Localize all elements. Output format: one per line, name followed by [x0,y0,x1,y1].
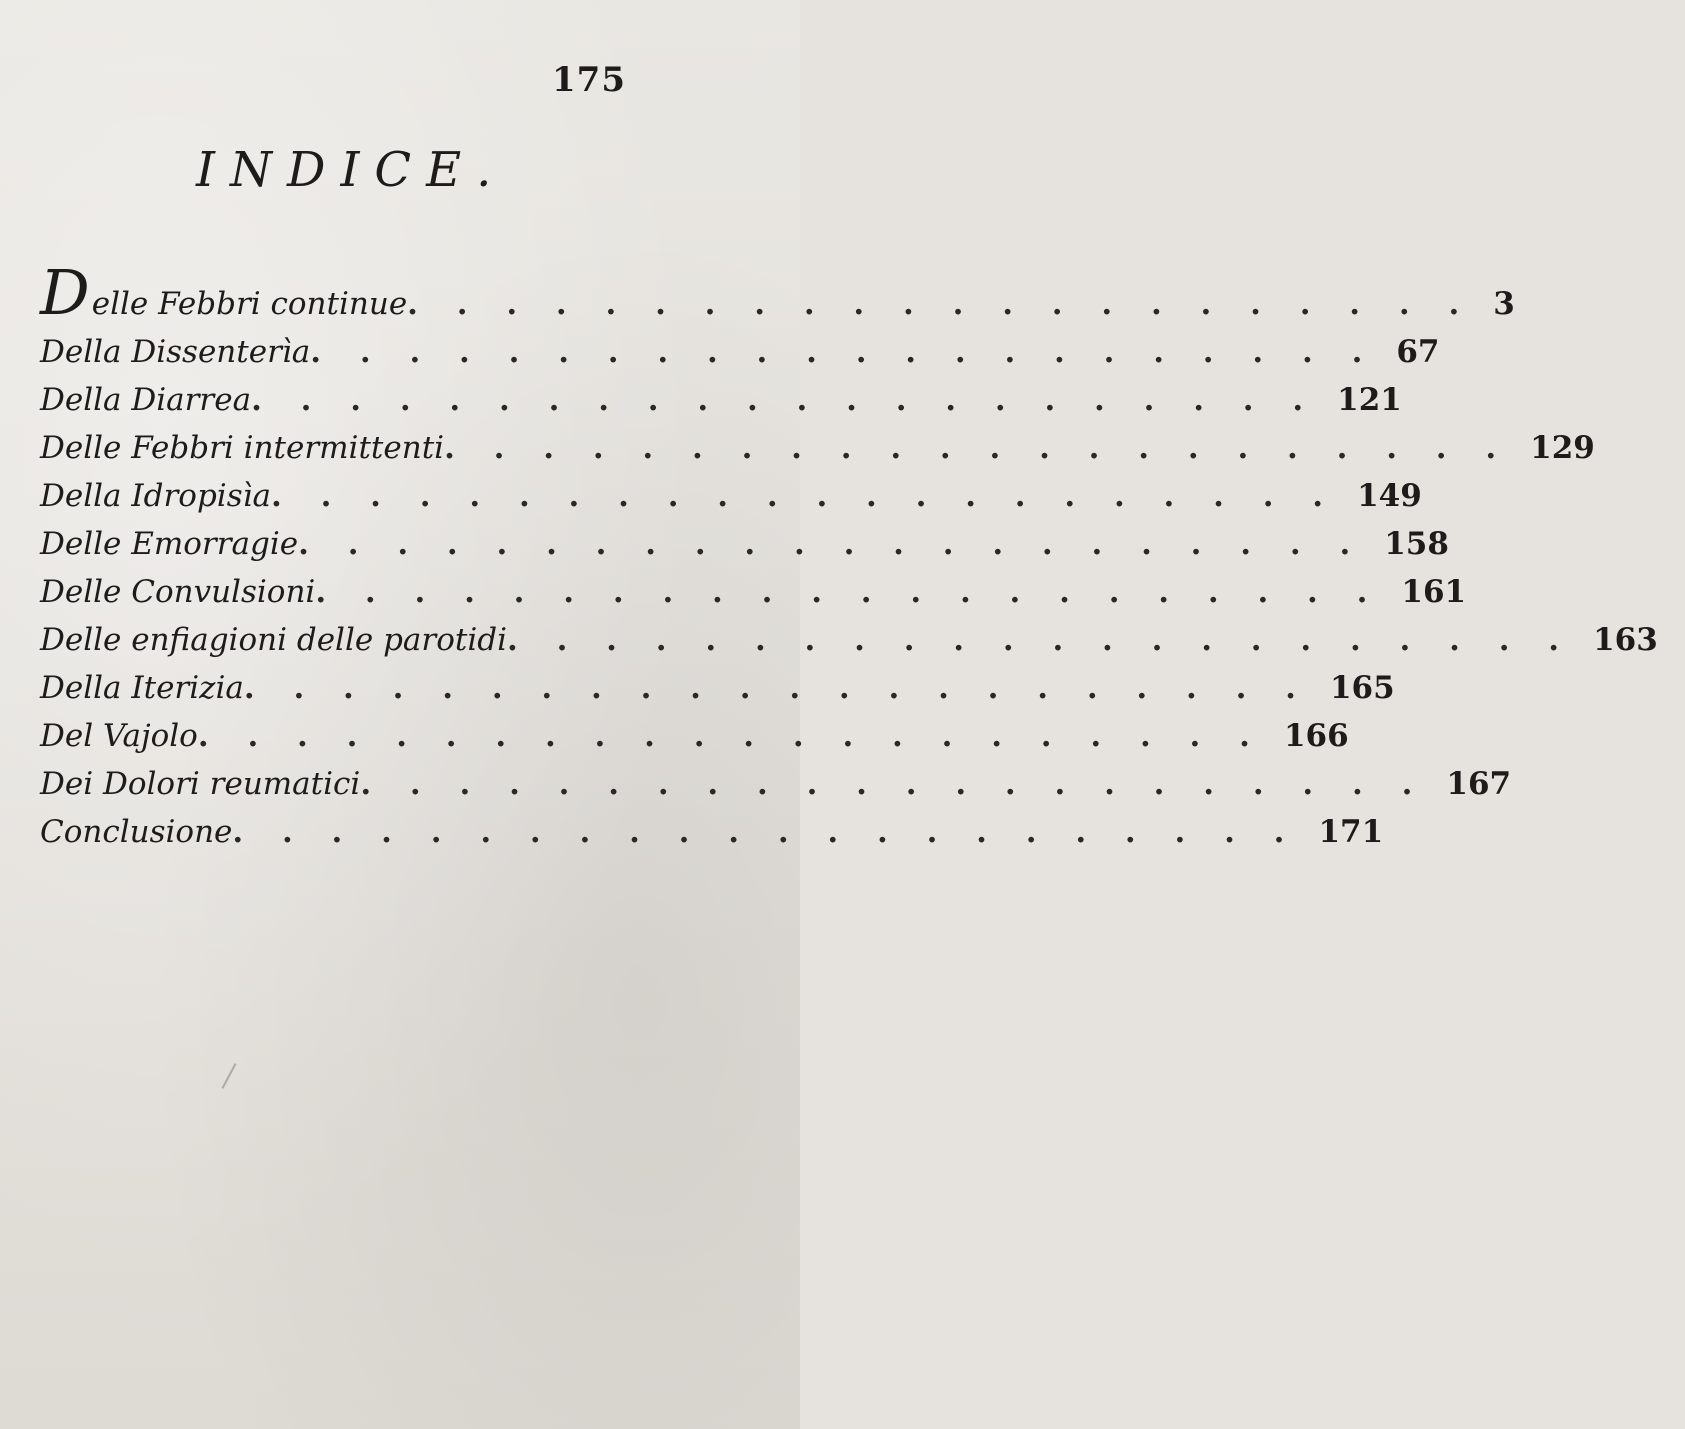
entry-page: 166 [1283,718,1349,754]
index-entry [40,814,1384,862]
dot-leader: . . . . . . . . . . . . . . . . . . . . . . [298,526,1365,562]
dot-leader: . . . . . . . . . . . . . . . . . . . . . . [360,766,1427,802]
entry-label: Delle Emorragie [40,526,299,562]
index-entry [40,430,1595,478]
entry-label: Della Dissenterìa [40,334,311,370]
index-title: INDICE. [196,142,507,198]
drop-cap: D [40,256,90,329]
entry-label: Del Vajolo [40,718,198,754]
index-entry [40,256,1515,329]
ink-mark [222,1063,237,1089]
index-entry [40,334,1440,382]
entry-page: 163 [1593,622,1658,658]
entry-page: 149 [1357,478,1422,514]
entry-label: Delle enfiagioni delle parotidi [40,622,508,658]
entry-label: Della Diarrea [40,382,252,418]
entry-page: 161 [1401,574,1467,610]
entry-label: Della Iterizia [40,670,244,706]
entry-page: 165 [1329,670,1395,706]
index-entry [40,478,1422,526]
dot-leader: . . . . . . . . . . . . . . . . . . . . . . [243,670,1310,706]
page-number: 175 [552,60,626,100]
dot-leader: . . . . . . . . . . . . . . . . . . . . . . [507,622,1574,658]
index-entry [40,718,1349,766]
entry-label-text: elle Febbri continue [91,286,408,322]
dot-leader: . . . . . . . . . . . . . . . . . . . . . . [251,382,1318,418]
entry-page: 67 [1396,334,1440,370]
dot-leader: . . . . . . . . . . . . . . . . . . . . . . [310,334,1377,370]
entry-page: 158 [1384,526,1449,562]
entry-label: Delle Convulsioni [40,574,316,610]
dot-leader: . . . . . . . . . . . . . . . . . . . . . . [197,718,1264,754]
entry-label: Della Idropisìa [40,478,272,514]
entry-label: Conclusione [40,814,233,850]
dot-leader: . . . . . . . . . . . . . . . . . . . . . . [232,814,1299,850]
dot-leader: . . . . . . . . . . . . . . . . . . . . . . [271,478,1338,514]
dot-leader: . . . . . . . . . . . . . . . . . . . . . . [315,574,1382,610]
entry-page: 121 [1337,382,1402,418]
entry-label: Dei Dolori reumatici [40,766,361,802]
entry-page: 129 [1530,430,1595,466]
entry-page: 3 [1493,286,1515,322]
index-entry [40,670,1395,718]
index-entry [40,382,1402,430]
index-entry [40,574,1467,622]
entry-page: 171 [1318,814,1384,850]
entry-page: 167 [1446,766,1512,802]
index-entry [40,766,1512,814]
dot-leader: . . . . . . . . . . . . . . . . . . . . . . [444,430,1511,466]
entry-label: Delle Febbri intermittenti [40,430,445,466]
dot-leader: . . . . . . . . . . . . . . . . . . . . . . [407,286,1474,322]
index-entry [40,526,1449,574]
index-entry [40,622,1658,670]
entry-label [40,256,408,329]
